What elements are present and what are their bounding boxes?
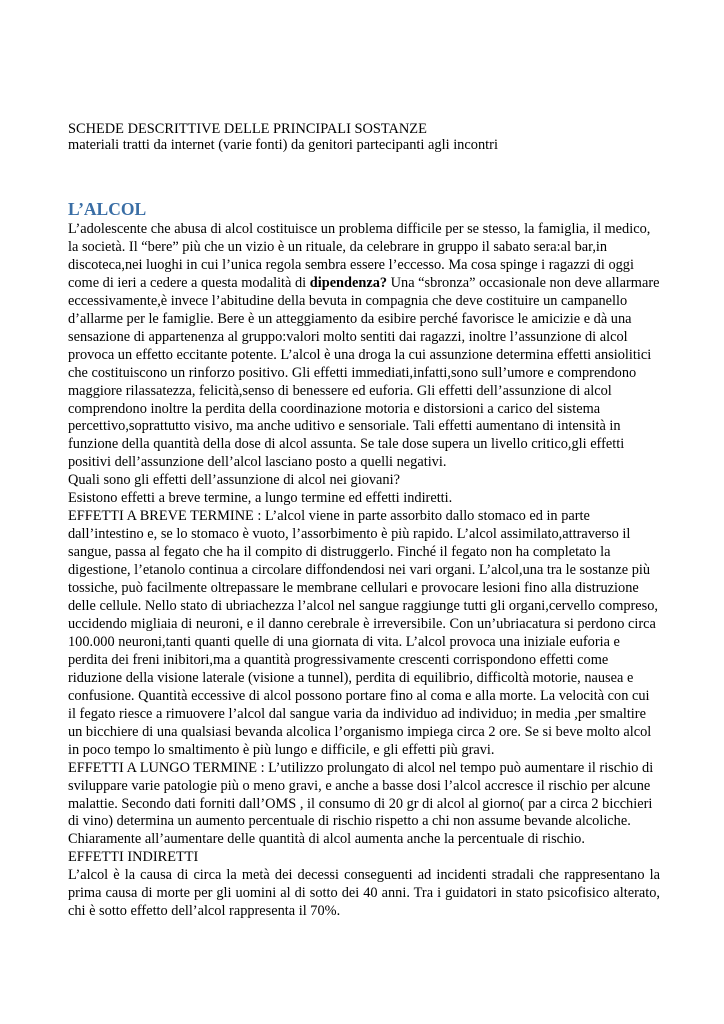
- indirect-paragraph: L’alcol è la causa di circa la metà dei decessi conseguenti ad incidenti stradali che rappresentano la prima causa di morte per gli uomini al di sotto dei 40 anni. Tra i guidatori in stato psicofisico alterato, chi è sotto effetto dell’alcol rappresenta il 70%.: [68, 867, 660, 920]
- section-title: L’ALCOL: [68, 199, 147, 219]
- section-body: [68, 221, 660, 921]
- short-term-paragraph: EFFETTI A BREVE TERMINE : L’alcol viene in parte assorbito dallo stomaco ed in parte dall’intestino e, se lo stomaco è vuoto, l’assorbimento è più rapido. L’alcol assimilato,attraverso il sangue, passa al fegato che ha il compito di distruggerlo. Finché il fegato non ha completato la digestione, l’etanolo continua a circolare diffondendosi nei vari organi. L’alcol,una tra le sostanze più tossiche, può facilmente oltrepassare le membrane cellulari e provocare lesioni fino alla distruzione delle cellule. Nello stato di ubriachezza l’alcol nel sangue raggiunge tutti gli organi,cervello compreso, uccidendo migliaia di neuroni, e il danno cerebrale è irreversibile. Con un’ubriacatura si perdono circa 100.000 neuroni,tanti quanti quelle di una giornata di vita. L’alcol provoca una iniziale euforia e perdita dei freni inibitori,ma a quantità progressivamente crescenti corrispondono effetti come riduzione della visione laterale (visione a tunnel), perdita di equilibrio, difficoltà motorie, nausea e confusione. Quantità eccessive di alcol possono portare fino al coma e alla morte. La velocità con cui il fegato riesce a rimuovere l’alcol dal sangue varia da individuo ad individuo; in media ,per smaltire un bicchiere di una qualsiasi bevanda alcolica l’organismo impiega circa 2 ore. Se si beve molto alcol in poco tempo lo smaltimento è più lungo e difficile, e gli effetti più gravi.: [68, 508, 659, 758]
- intro-paragraph: [68, 221, 660, 472]
- indirect-heading: EFFETTI INDIRETTI: [68, 849, 199, 866]
- long-term-paragraph: EFFETTI A LUNGO TERMINE : L’utilizzo prolungato di alcol nel tempo può aumentare il rischio di sviluppare varie patologie più o meno gravi, e anche a basse dosi l’alcol accresce il rischio per alcune malattie. Secondo dati forniti dall’OMS , il consumo di 20 gr di alcol al giorno( par a circa 2 bicchieri di vino) determina un aumento percentuale di rischio rispetto a chi non assume bevande alcoliche. Chiaramente all’aumentare delle quantità di alcol aumenta anche la percentuale di rischio.: [68, 759, 654, 848]
- intro-text-continued: Una “sbronza” occasionale non deve allarmare eccessivamente,è invece l’abitudine della bevuta in compagnia che deve costituire un campanello d’allarme per le famiglie. Bere è un atteggiamento da esibire perché favorisce le amicizie e dà una sensazione di appartenenza al gruppo:valori molto sentiti dai ragazzi, inoltre l’assunzione di alcol provoca un effetto eccitante potente. L’alcol è una droga la cui assunzione determina effetti ansiolitici che costituiscono un rinforzo positivo. Gli effetti immediati,infatti,sono sull’umore e comprendono maggiore rilassatezza, felicità,senso di benessere ed euforia. Gli effetti dell’assunzione di alcol comprendono inoltre la perdita della coordinazione motoria e distorsioni a carico del sistema percettivo,soprattutto visivo, ma anche uditivo e sensoriale. Tali effetti aumentano di intensità in funzione della quantità della dose di alcol assunta. Se tale dose supera un livello critico,gli effetti positivi dell’assunzione dell’alcol lasciano posto a quelli negativi.: [68, 274, 660, 471]
- document-subheading: materiali tratti da internet (varie fonti) da genitori partecipanti agli incontri: [68, 137, 498, 153]
- answer-paragraph: Esistono effetti a breve termine, a lungo termine ed effetti indiretti.: [68, 490, 453, 507]
- intro-bold-term: dipendenza?: [309, 274, 388, 291]
- question-paragraph: Quali sono gli effetti dell’assunzione di alcol nei giovani?: [68, 472, 400, 489]
- document-header: [68, 121, 668, 153]
- document-heading: SCHEDE DESCRITTIVE DELLE PRINCIPALI SOSTANZE: [68, 121, 427, 137]
- intro-text: L’adolescente che abusa di alcol costituisce un problema difficile per se stesso, la famiglia, il medico, la società. Il “bere” più che un vizio è un rituale, da celebrare in gruppo il sabato sera:al bar,in discoteca,nei luoghi in cui l’unica regola sembra essere l’eccesso. Ma cosa spinge i ragazzi di oggi come di ieri a cedere a questa modalità di: [68, 221, 651, 291]
